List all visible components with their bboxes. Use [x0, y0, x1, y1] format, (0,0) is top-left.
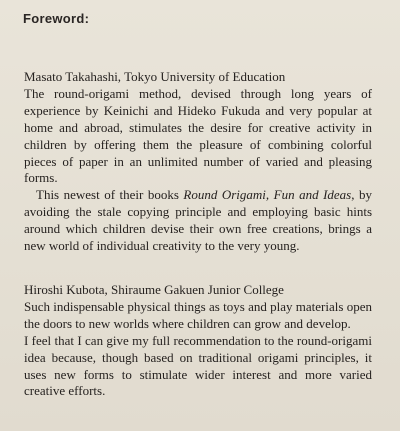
foreword-section-kubota [24, 282, 372, 400]
paragraph: I feel that I can give my full recommendation to the round-origami idea because, though based on traditional origami principles, it uses new forms to stimulate wider interest and more varied creative efforts. [24, 332, 372, 399]
paragraph-text: This newest of their books [36, 187, 184, 203]
author-line: Masato Takahashi, Tokyo University of Education [24, 69, 286, 84]
paragraph-text: , by avoiding the stale copying principle and employing basic hints around which children devise their own free creations, brings a new world of individual creativity to the very young. [24, 187, 372, 254]
paragraph-with-title [24, 187, 372, 255]
book-title: Round Origami, Fun and Ideas [183, 187, 352, 203]
paragraph: Such indispensable physical things as toys and play materials open the doors to new worlds where children can grow and develop. [24, 298, 372, 331]
author-line: Hiroshi Kubota, Shiraume Gakuen Junior College [24, 282, 284, 297]
paragraph: The round-origami method, devised through long years of experience by Keinichi and Hideko Fukuda and very popular at home and abroad, stimulates the desire for creative activity in children by offering them the pleasure of combining colorful pieces of paper in an unlimited number of varied and pleasing forms. [24, 85, 372, 186]
foreword-heading: Foreword: [23, 11, 90, 26]
foreword-section-takahashi [24, 69, 372, 255]
